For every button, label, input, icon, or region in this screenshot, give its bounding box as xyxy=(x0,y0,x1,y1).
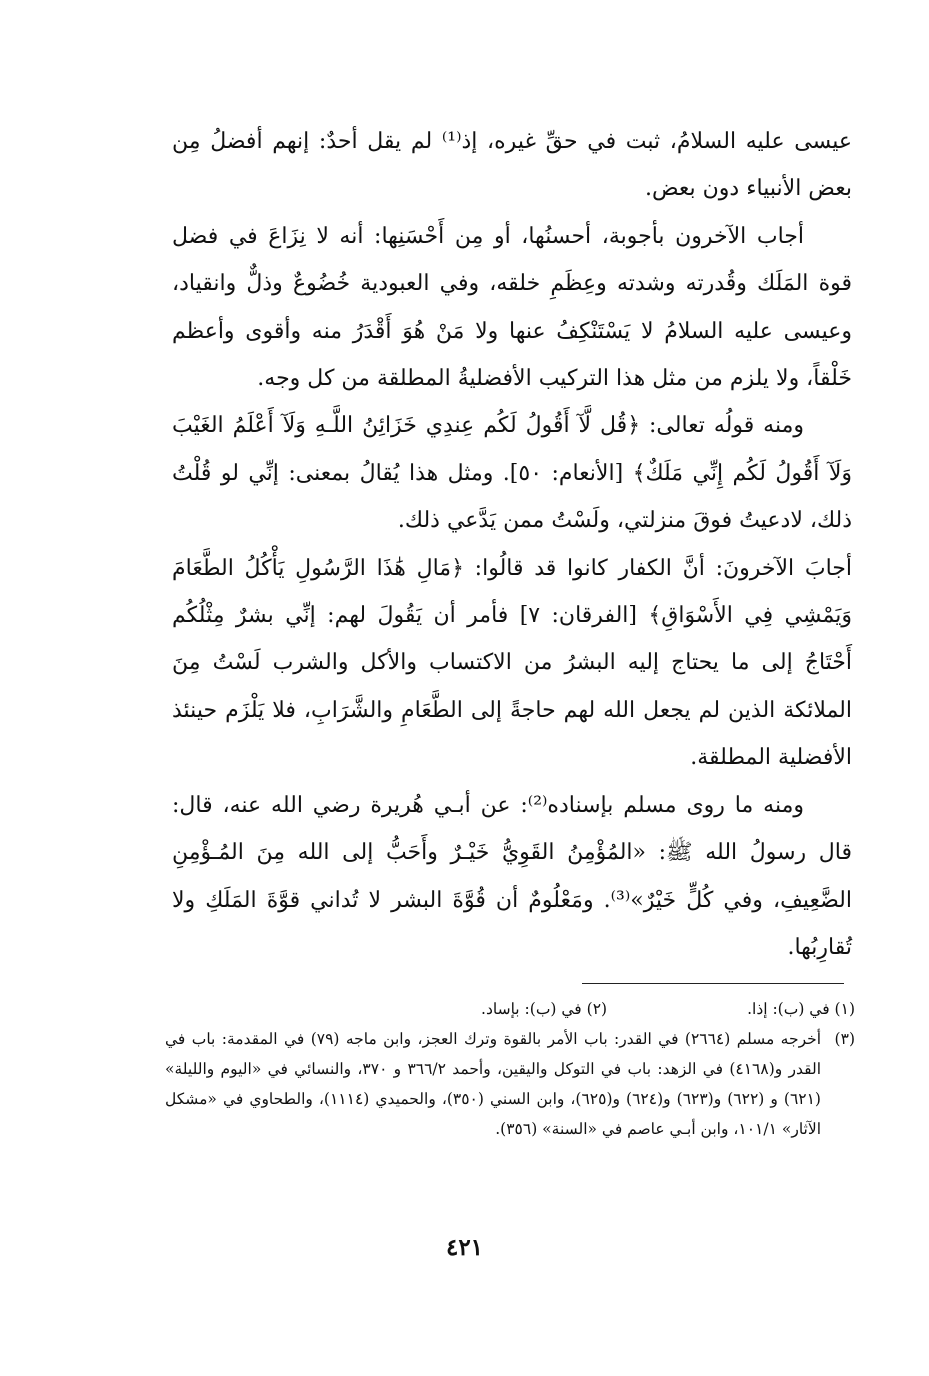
footnote-divider xyxy=(582,983,844,984)
paragraph-5: ومنه ما روى مسلم بإسناده⁽²⁾: عن أبـي هُريرة رضي الله عنه، قال: قال رسولُ الله ﷺ: «المُؤْمِنُ القَوِيُّ خَيْـرٌ وأَحَبُّ إلى الله مِنَ المُـؤْمِنِ الضَّعِيفِ، وفي كُلٍّ خَيْرٌ»⁽³⁾. ومَعْلُومٌ أن قُوَّةَ البشر لا تُداني قوَّةَ المَلَكِ ولا تُقارِبُها. xyxy=(172,792,852,960)
paragraph-4: أجابَ الآخرونَ: أنَّ الكفار كانوا قد قالُوا: ﴿مَالِ هَٰذَا الرَّسُولِ يَأْكُلُ الطَّعَامَ وَيَمْشِي فِي الأَسْوَاقِ﴾ [الفرقان: ٧] فأمر أن يَقُولَ لهم: إنِّي بشرٌ مِثْلُكُم أَحْتَاجُ إلى ما يحتاج إليه البشرُ من الاكتساب والأكل والشرب لَسْتُ مِنَ الملائكة الذين لم يجعل الله لهم حاجةً إلى الطَّعَامِ والشَّرَابِ، فلا يَلْزَم حينئذ الأفضلية المطلقة. xyxy=(172,555,852,771)
paragraph-2: أجاب الآخرون بأجوبة، أحسنُها، أو مِن أَحْسَنِها: أنه لا نِزَاعَ في فضل قوة المَلَك وقُدرته وشدته وعِظَمِ خلقه، وفي العبودية خُضُوعٌ وذلٌّ وانقياد، وعيسى عليه السلامُ لا يَسْتَنْكِفُ عنها ولا مَنْ هُوَ أَقْدَرُ منه وأقوى وأعظم خَلْقاً، ولا يلزم من مثل هذا التركيب الأفضليةُ المطلقة من كل وجه. xyxy=(172,223,852,392)
paragraph-3: ومنه قولُه تعالى: ﴿قُل لَّآ أَقُولُ لَكُم عِندِي خَزَائِنُ اللَّـهِ وَلَآ أَعْلَمُ الغَيْبَ وَلَآ أَقُولُ لَكُم إِنِّي مَلَكٌ﴾ [الأنعام: ٥٠]. ومثل هذا يُقالُ بمعنى: إنِّي لو قُلْتُ ذلك، لادعيتُ فوقَ منزلتي، ولَسْتُ ممن يَدَّعي ذلك. xyxy=(172,413,853,534)
footnote-3-marker: (٣) xyxy=(834,1030,855,1048)
footnote-2: (٢) في (ب): بإساد. xyxy=(481,1000,608,1018)
footnote-3 xyxy=(165,1024,855,1144)
footnotes-section xyxy=(165,994,855,1144)
footnote-1: (١) في (ب): إذا. xyxy=(747,1000,855,1018)
page-number: ٤٢١ xyxy=(445,1234,484,1261)
footnote-3-text: أخرجه مسلم (٢٦٦٤) في القدر: باب الأمر بالقوة وترك العجز، وابن ماجه (٧٩) في المقدمة: باب في القدر و(٤١٦٨) في الزهد: باب في التوكل واليقين، وأحمد ٣٦٦/٢ و ٣٧٠، والنسائي في «اليوم والليلة» (٦٢١) و (٦٢٢) و(٦٢٣) و(٦٢٤) و(٦٢٥)، وابن السني (٣٥٠)، والحميدي (١١١٤)، والطحاوي في «مشكل الآثار» ١٠١/١، وابن أبـي عاصم في «السنة» (٣٥٦). xyxy=(165,1030,822,1138)
main-text-body xyxy=(172,118,852,971)
footnote-row-1 xyxy=(165,994,855,1024)
paragraph-1: عيسى عليه السلامُ، ثبت في حقِّ غيره، إذ⁽¹⁾ لم يقل أحدٌ: إنهم أفضلُ مِن بعض الأنبياء دون بعض. xyxy=(172,129,852,202)
